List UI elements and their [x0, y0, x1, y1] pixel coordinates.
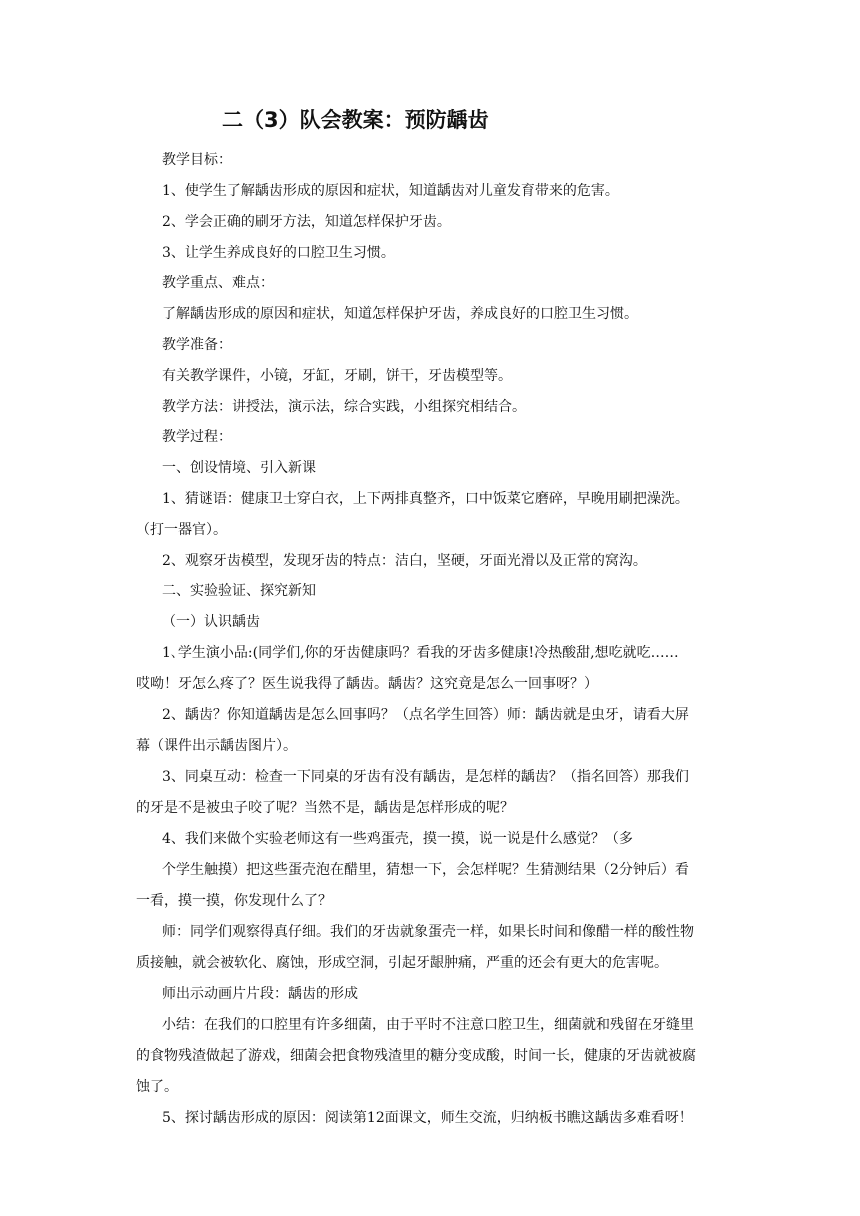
paragraph-line: 的食物残渣做起了游戏，细菌会把食物残渣里的糖分变成酸，时间一长，健康的牙齿就被腐 — [136, 1048, 696, 1064]
paragraph-line: 师：同学们观察得真仔细。我们的牙齿就象蛋壳一样，如果长时间和像醋一样的酸性物 — [162, 924, 694, 940]
paragraph-line: 教学方法：讲授法，演示法，综合实践，小组探究相结合。 — [162, 399, 526, 415]
paragraph-line: （打一器官）。 — [136, 522, 227, 538]
paragraph-line: 师出示动画片片段：龋齿的形成 — [162, 986, 358, 1002]
subsection-heading: 一、创设情境、引入新课 — [162, 460, 316, 476]
paragraph-line: 2、龋齿？你知道龋齿是怎么回事吗？（点名学生回答）师：龋齿就是虫牙，请看大屏 — [162, 707, 689, 723]
section-heading-objectives: 教学目标： — [162, 152, 232, 168]
section-heading-keypoints: 教学重点、难点： — [162, 275, 274, 291]
paragraph-line: 的牙是不是被虫子咬了呢？当然不是，龋齿是怎样形成的呢？ — [136, 800, 514, 816]
paragraph-line: 小结：在我们的口腔里有许多细菌，由于平时不注意口腔卫生，细菌就和残留在牙缝里 — [162, 1017, 694, 1033]
paragraph-line: 4、我们来做个实验老师这有一些鸡蛋壳，摸一摸，说一说是什么感觉？（多 — [162, 831, 633, 847]
paragraph-line: 一看，摸一摸，你发现什么了？ — [136, 893, 332, 909]
subsection-heading: （一）认识龋齿 — [162, 614, 260, 630]
paragraph-line: 2、观察牙齿模型，发现牙齿的特点：洁白，坚硬，牙面光滑以及正常的窝沟。 — [162, 553, 647, 569]
paragraph-line: 3、让学生养成良好的口腔卫生习惯。 — [162, 245, 395, 261]
paragraph-line: 幕（课件出示龋齿图片）。 — [136, 738, 297, 754]
paragraph-line: 1、猜谜语：健康卫士穿白衣，上下两排真整齐，口中饭菜它磨碎，早晚用刷把澡洗。 — [162, 491, 689, 507]
section-heading-preparation: 教学准备： — [162, 337, 232, 353]
section-heading-process: 教学过程： — [162, 429, 232, 445]
paragraph-line: 蚀了。 — [136, 1079, 178, 1095]
subsection-heading: 二、实验验证、探究新知 — [162, 583, 316, 599]
paragraph-line: 3、同桌互动：检查一下同桌的牙齿有没有龋齿，是怎样的龋齿？（指名回答）那我们 — [162, 769, 689, 785]
paragraph-line: 1、使学生了解龋齿形成的原因和症状，知道龋齿对儿童发育带来的危害。 — [162, 183, 619, 199]
paragraph-line: 质接触，就会被软化、腐蚀，形成空洞，引起牙龈肿痛，严重的还会有更大的危害呢。 — [136, 955, 668, 971]
document-title: 二（3）队会教案：预防龋齿 — [222, 108, 489, 132]
paragraph-line: 哎呦！牙怎么疼了？医生说我得了龋齿。龋齿？这究竟是怎么一回事呀？） — [136, 676, 598, 692]
paragraph-line: 2、学会正确的刷牙方法，知道怎样保护牙齿。 — [162, 214, 451, 230]
paragraph-line: 1､学生演小品:(同学们,你的牙齿健康吗？看我的牙齿多健康!冷热酸甜,想吃就吃…… — [162, 645, 679, 661]
paragraph-line: 个学生触摸）把这些蛋壳泡在醋里，猜想一下，会怎样呢？生猜测结果（2分钟后）看 — [162, 862, 689, 878]
paragraph-line: 有关教学课件，小镜，牙缸，牙刷，饼干，牙齿模型等。 — [162, 368, 512, 384]
paragraph-line: 5、探讨龋齿形成的原因：阅读第12面课文，师生交流，归纳板书瞧这龋齿多难看呀！ — [162, 1110, 693, 1126]
paragraph-line: 了解龋齿形成的原因和症状，知道怎样保护牙齿，养成良好的口腔卫生习惯。 — [162, 306, 638, 322]
